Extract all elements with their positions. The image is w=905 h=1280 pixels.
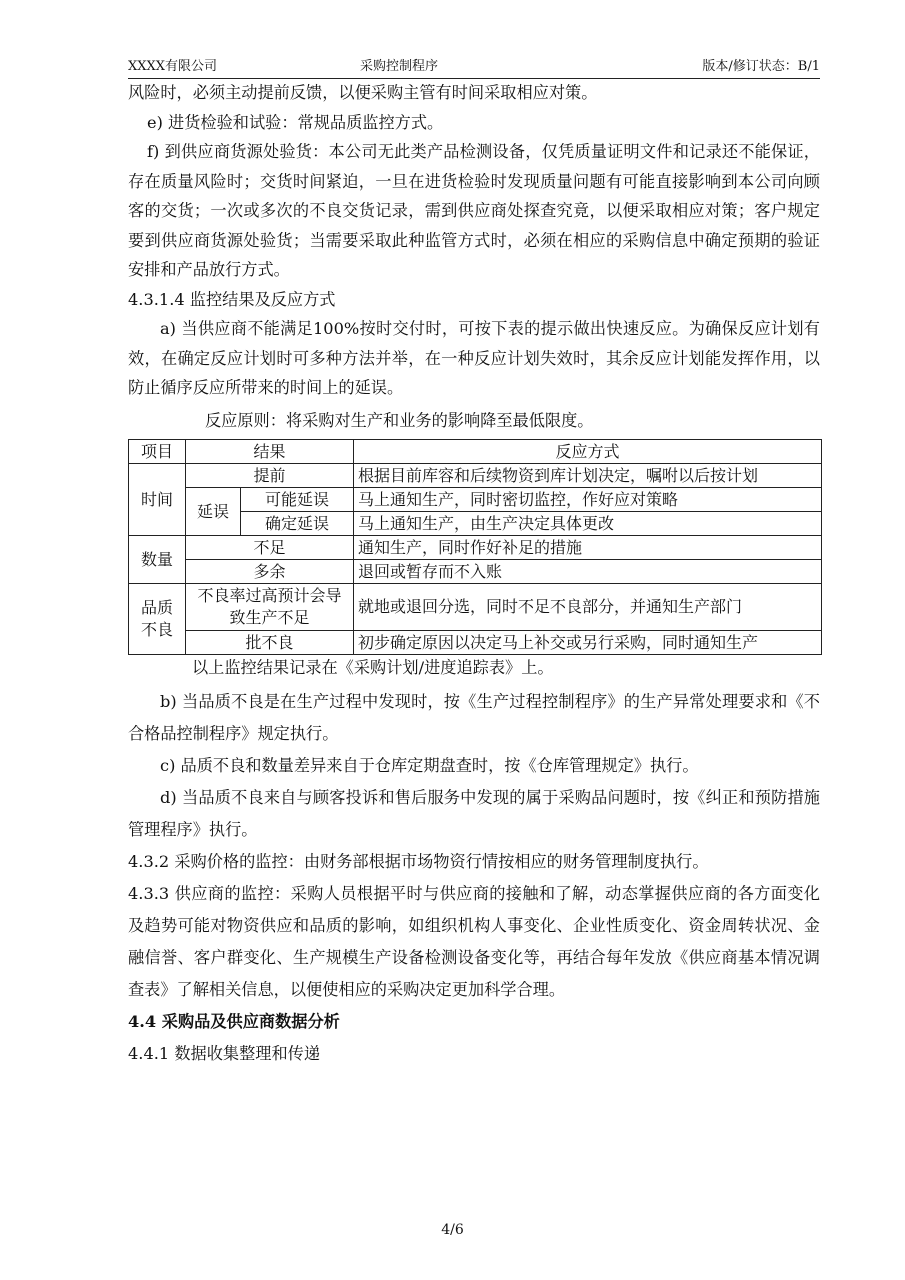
cell-high-defect-response: 就地或退回分选，同时不足不良部分，并通知生产部门	[354, 584, 822, 631]
paragraph-c: c) 品质不良和数量差异来自于仓库定期盘查时，按《仓库管理规定》执行。	[160, 756, 699, 775]
cell-excess: 多余	[186, 560, 354, 584]
table-row	[129, 488, 822, 512]
table-row	[129, 584, 822, 631]
page-number: 4/6	[441, 1222, 464, 1238]
cell-short-response: 通知生产，同时作好补足的措施	[354, 536, 822, 560]
header-title: 采购控制程序	[360, 59, 439, 74]
cell-quality: 品质不良	[129, 584, 186, 655]
table-row	[129, 536, 822, 560]
table-header-result: 结果	[186, 440, 354, 464]
cell-delay: 延误	[186, 488, 241, 536]
table-header-response: 反应方式	[354, 440, 822, 464]
cell-time: 时间	[129, 464, 186, 536]
paragraph-4-3-2: 4.3.2 采购价格的监控：由财务部根据市场物资行情按相应的财务管理制度执行。	[128, 852, 709, 871]
paragraph-risk: 风险时，必须主动提前反馈，以便采购主管有时间采取相应对策。	[128, 83, 598, 102]
paragraph-a: a) 当供应商不能满足100%按时交付时，可按下表的提示做出快速反应。为确保反应计划有效，在确定反应计划时可多种方法并举，在一种反应计划失效时，其余反应计划能发挥作用，以防止循序反应所带来的时间上的延误。	[128, 319, 820, 397]
heading-4-3-1-4: 4.3.1.4 监控结果及反应方式	[128, 289, 336, 309]
table-row	[129, 464, 822, 488]
cell-early: 提前	[186, 464, 354, 488]
page-header	[128, 58, 820, 79]
paragraph-f: f) 到供应商货源处验货：本公司无此类产品检测设备，仅凭质量证明文件和记录还不能保证，存在质量风险时；交货时间紧迫，一旦在进货检验时发现质量问题有可能直接影响到本公司向顾客的交货；一次或多次的不良交货记录，需到供应商处探查究竟，以便采取相应对策；客户规定要到供应商货源处验货；当需要采取此种监管方式时，必须在相应的采购信息中确定预期的验证安排和产品放行方式。	[128, 142, 820, 279]
paragraph-d: d) 当品质不良来自与顾客投诉和售后服务中发现的属于采购品问题时，按《纠正和预防措施管理程序》执行。	[128, 788, 820, 839]
cell-early-response: 根据目前库容和后续物资到库计划决定，嘱咐以后按计划	[354, 464, 822, 488]
paragraph-b: b) 当品质不良是在生产过程中发现时，按《生产过程控制程序》的生产异常处理要求和《不合格品控制程序》规定执行。	[128, 692, 820, 743]
document-body	[128, 78, 820, 1070]
table-header-item: 项目	[129, 440, 186, 464]
cell-quantity: 数量	[129, 536, 186, 584]
cell-maybe-delay-response: 马上通知生产，同时密切监控，作好应对策略	[354, 488, 822, 512]
header-version: 版本/修订状态：B/1	[702, 59, 820, 74]
paragraph-4-3-3: 4.3.3 供应商的监控：采购人员根据平时与供应商的接触和了解，动态掌握供应商的各方面变化及趋势可能对物资供应和品质的影响，如组织机构人事变化、企业性质变化、资金周转状况、金融信誉、客户群变化、生产规模生产设备检测设备变化等，再结合每年发放《供应商基本情况调查表》了解相关信息，以便使相应的采购决定更加科学合理。	[128, 884, 820, 999]
response-table	[128, 439, 822, 655]
cell-batch-defect: 批不良	[186, 631, 354, 655]
cell-maybe-delay: 可能延误	[241, 488, 354, 512]
paragraph-e: e) 进货检验和试验：常规品质监控方式。	[147, 112, 444, 132]
cell-batch-defect-response: 初步确定原因以决定马上补交或另行采购，同时通知生产	[354, 631, 822, 655]
header-company: XXXX有限公司	[128, 59, 218, 74]
table-row	[129, 560, 822, 584]
cell-sure-delay-response: 马上通知生产，由生产决定具体更改	[354, 512, 822, 536]
cell-sure-delay: 确定延误	[241, 512, 354, 536]
cell-high-defect: 不良率过高预计会导致生产不足	[186, 584, 354, 631]
cell-excess-response: 退回或暂存而不入账	[354, 560, 822, 584]
heading-4-4-1: 4.4.1 数据收集整理和传递	[128, 1044, 321, 1063]
response-principle: 反应原则：将采购对生产和业务的影响降至最低限度。	[205, 410, 594, 430]
heading-4-4: 4.4 采购品及供应商数据分析	[128, 1012, 340, 1031]
table-row	[129, 631, 822, 655]
monitor-record-note: 以上监控结果记录在《采购计划/进度追踪表》上。	[192, 658, 554, 677]
table-header-row	[129, 440, 822, 464]
cell-short: 不足	[186, 536, 354, 560]
